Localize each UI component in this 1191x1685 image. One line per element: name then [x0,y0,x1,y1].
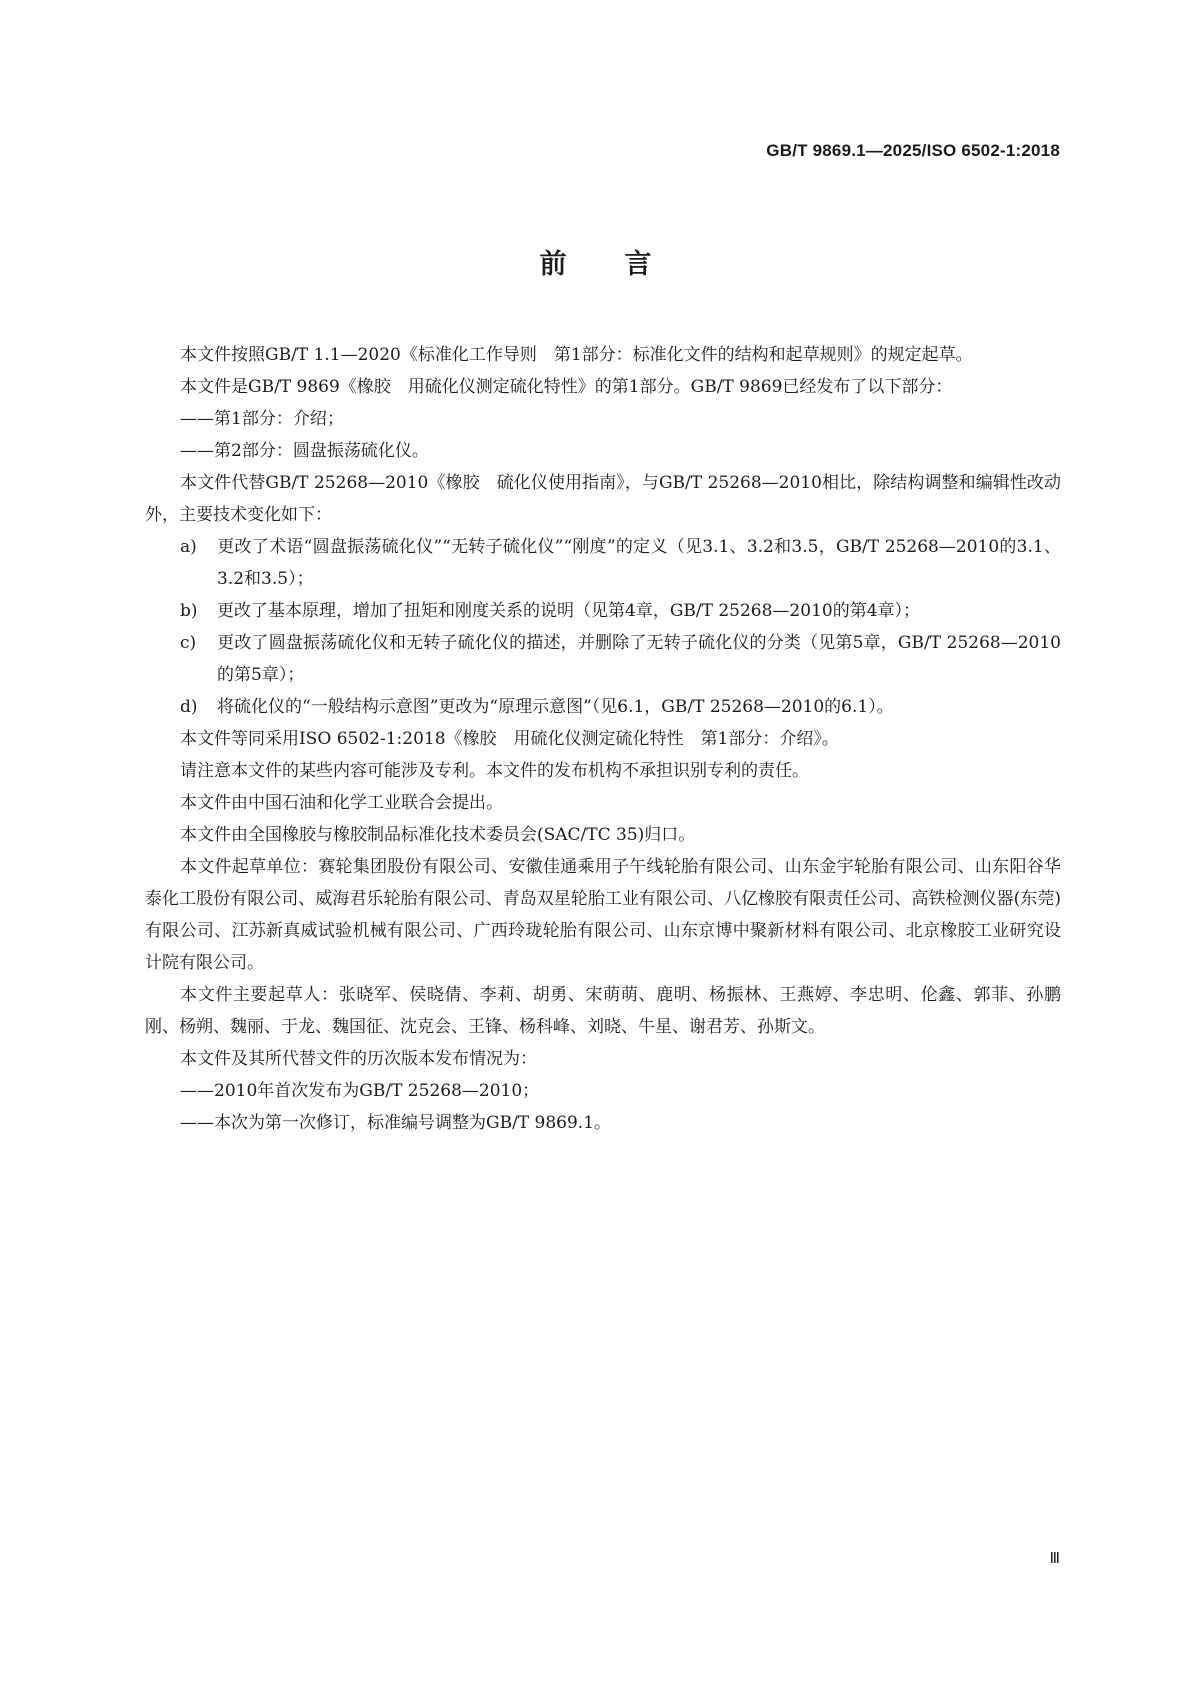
paragraph-patent-notice: 请注意本文件的某些内容可能涉及专利。本文件的发布机构不承担识别专利的责任。 [180,761,809,781]
list-item-part-2: ——第2部分：圆盘振荡硫化仪。 [180,441,429,461]
history-item-1: ——2010年首次发布为GB/T 25268—2010； [180,1081,540,1101]
paragraph-proposed-by: 本文件由中国石油和化学工业联合会提出。 [180,793,503,813]
paragraph-series-parts: 本文件是GB/T 9869《橡胶 用硫化仪测定硫化特性》的第1部分。GB/T 9869已经发布了以下部分： [180,377,953,397]
change-text: 更改了基本原理，增加了扭矩和刚度关系的说明（见第4章，GB/T 25268—2010的第4章）； [217,601,921,621]
change-text: 将硫化仪的“一般结构示意图”更改为“原理示意图”（见6.1，GB/T 25268—2010的6.1）。 [217,697,894,717]
change-text: 更改了术语“圆盘振荡硫化仪”“无转子硫化仪”“刚度”的定义（见3.1、3.2和3.5，GB/T 25268—2010的3.1、3.2和3.5）； [217,537,1061,589]
title-char-2: 言 [624,249,652,280]
paragraph-history-intro: 本文件及其所代替文件的历次版本发布情况为： [180,1049,537,1069]
change-label: c) [180,633,197,653]
paragraph-drafters: 本文件主要起草人：张晓军、侯晓倩、李莉、胡勇、宋萌萌、鹿明、杨振林、王燕婷、李忠明、伦鑫、郭菲、孙鹏刚、杨朔、魏丽、于龙、魏国征、沈克会、王锋、杨科峰、刘晓、牛星、谢君芳、孙斯文。 [145,985,1061,1037]
paragraph-drafting-units: 本文件起草单位：赛轮集团股份有限公司、安徽佳通乘用子午线轮胎有限公司、山东金宇轮胎有限公司、山东阳谷华泰化工股份有限公司、威海君乐轮胎有限公司、青岛双星轮胎工业有限公司、八亿橡胶有限责任公司、高铁检测仪器(东莞)有限公司、江苏新真威试验机械有限公司、广西玲珑轮胎有限公司、山东京博中聚新材料有限公司、北京橡胶工业研究设计院有限公司。 [145,857,1061,973]
change-item-a [145,531,1061,595]
change-item-d [145,691,1061,723]
standard-number: GB/T 9869.1—2025/ISO 6502-1:2018 [766,141,1060,160]
list-item-part-1: ——第1部分：介绍； [180,409,344,429]
change-label: b) [180,601,198,621]
change-text: 更改了圆盘振荡硫化仪和无转子硫化仪的描述，并删除了无转子硫化仪的分类（见第5章，GB/T 25268—2010的第5章）； [217,633,1061,685]
history-item-2: ——本次为第一次修订，标准编号调整为GB/T 9869.1。 [180,1113,612,1133]
paragraph-drafting-rules: 本文件按照GB/T 1.1—2020《标准化工作导则 第1部分：标准化文件的结构和起草规则》的规定起草。 [180,345,973,365]
page-title [0,242,1191,281]
change-item-c [145,627,1061,691]
change-label: a) [180,537,197,557]
title-char-1: 前 [539,249,567,280]
foreword-body [145,339,1061,1139]
paragraph-replaces: 本文件代替GB/T 25268—2010《橡胶 硫化仪使用指南》，与GB/T 25268—2010相比，除结构调整和编辑性改动外，主要技术变化如下： [145,473,1061,525]
paragraph-managed-by: 本文件由全国橡胶与橡胶制品标准化技术委员会(SAC/TC 35)归口。 [180,825,696,845]
change-item-b [145,595,1061,627]
paragraph-iso-adoption: 本文件等同采用ISO 6502-1:2018《橡胶 用硫化仪测定硫化特性 第1部分：介绍》。 [180,729,839,749]
page-number: Ⅲ [1049,1551,1060,1567]
change-label: d) [180,697,198,717]
